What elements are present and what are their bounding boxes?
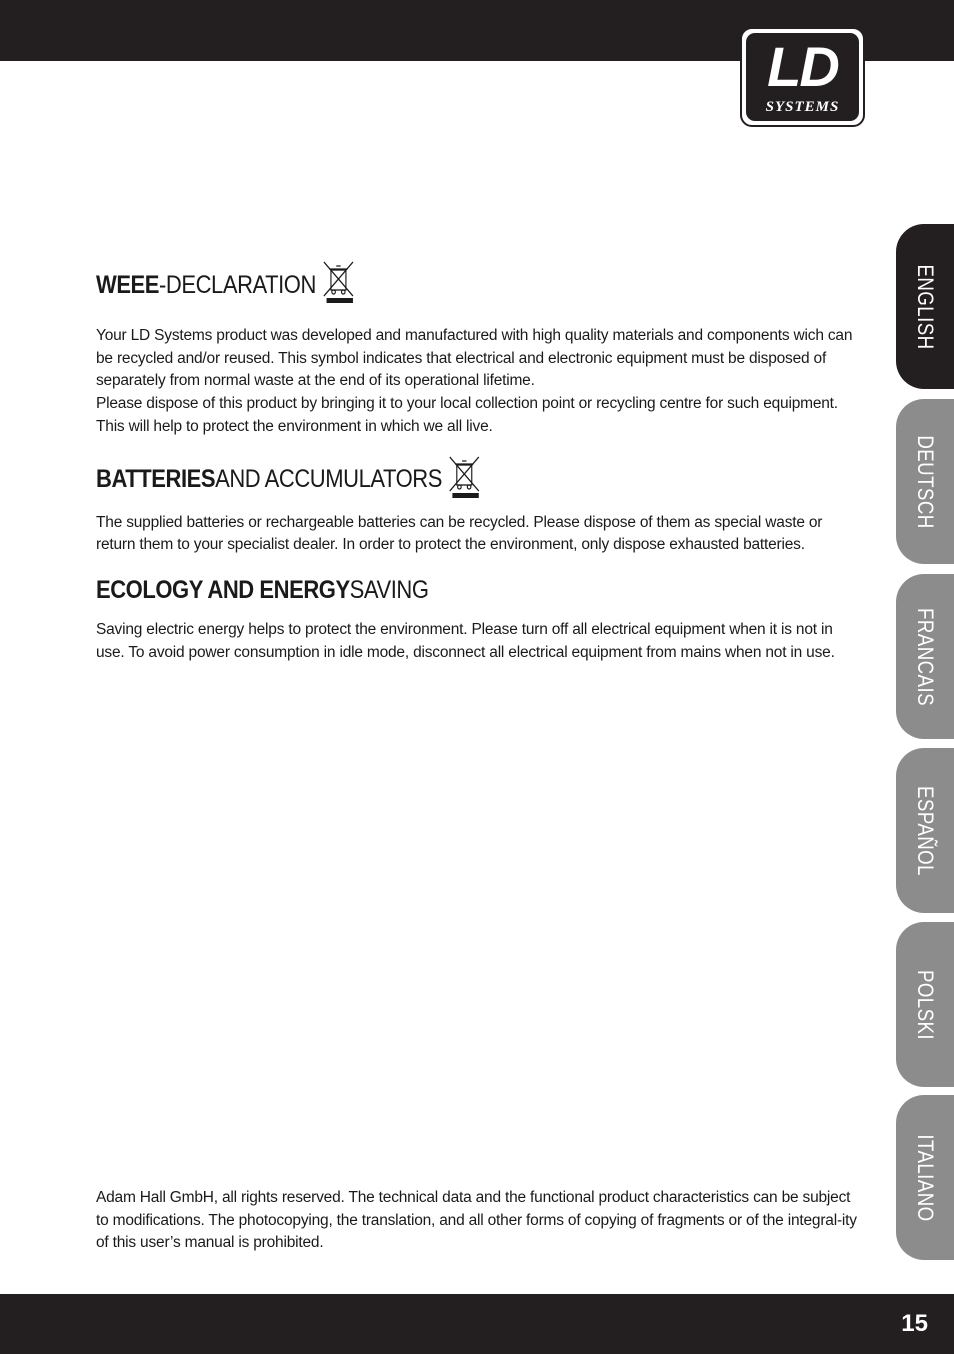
ecology-heading-rest: SAVING [349, 575, 429, 604]
tab-polski[interactable] [896, 922, 954, 1087]
ecology-heading [96, 575, 767, 605]
page-number: 15 [901, 1310, 928, 1337]
crossed-bin-icon [447, 453, 482, 506]
tab-polski-label: POLSKI [913, 969, 938, 1040]
ecology-heading-bold: ECOLOGY AND ENERGY [96, 575, 350, 604]
tab-deutsch[interactable] [896, 399, 954, 564]
batteries-section [96, 453, 858, 557]
ld-systems-logo [740, 27, 865, 127]
tab-english-label: ENGLISH [913, 263, 938, 350]
tab-francais[interactable] [896, 574, 954, 739]
tab-italiano[interactable] [896, 1095, 954, 1260]
weee-section [96, 258, 858, 439]
tab-espanol-label: ESPAÑOL [913, 785, 938, 876]
ecology-paragraph: Saving electric energy helps to protect the environment. Please turn off all electrical equipment when it is not in use. To avoid power consumption in idle mode, disconnect all electrical equipment from mains when not in use. [96, 620, 835, 661]
logo-main-text: LD [767, 35, 838, 98]
batteries-heading-rest: AND ACCUMULATORS [215, 465, 442, 494]
weee-heading-rest: -DECLARATION [159, 270, 316, 299]
crossed-bin-icon [321, 258, 356, 311]
ecology-section [96, 575, 858, 664]
main-content [96, 258, 858, 664]
copyright-notice [96, 1187, 858, 1255]
weee-paragraph-1: Your LD Systems product was developed and manufactured with high quality materials and components wich can be recycled and/or reused. This symbol indicates that electrical and electronic equipment must be disposed of separately from normal waste at the end of its operational lifetime. [96, 327, 853, 390]
tab-deutsch-label: DEUTSCH [913, 434, 938, 529]
batteries-heading [96, 453, 767, 506]
tab-espanol[interactable] [896, 748, 954, 913]
weee-heading [96, 258, 767, 311]
weee-heading-bold: WEEE [96, 270, 160, 299]
weee-paragraph-2: Please dispose of this product by bringing it to your local collection point or recycling centre for such equipment. This will help to protect the environment in which we all live. [96, 395, 838, 435]
batteries-paragraph: The supplied batteries or rechargeable batteries can be recycled. Please dispose of them as special waste or return them to your specialist dealer. In order to protect the environment, only dispose exhausted batteries. [96, 513, 823, 554]
tab-english[interactable] [896, 224, 954, 389]
logo-sub-text: SYSTEMS [765, 99, 840, 115]
tab-francais-label: FRANCAIS [913, 607, 938, 706]
copyright-text: Adam Hall GmbH, all rights reserved. The technical data and the functional product characteristics can be subject to modifications. The photocopying, the translation, and all other forms of copying of fragments or of the integral-ity of this user’s manual is prohibited. [96, 1189, 857, 1252]
tab-italiano-label: ITALIANO [913, 1133, 938, 1222]
batteries-heading-bold: BATTERIES [96, 465, 216, 494]
bottom-bar [0, 1294, 954, 1354]
